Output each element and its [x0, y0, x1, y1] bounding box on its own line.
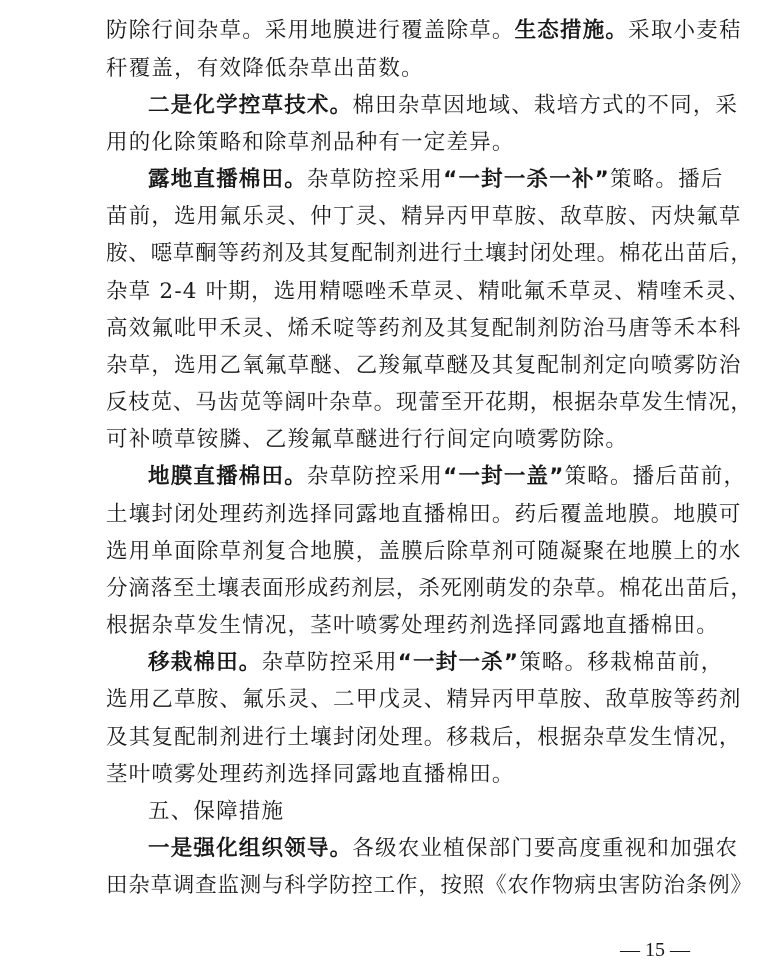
text-run: 采取小麦秸	[628, 18, 742, 43]
text-run: 杂草，选用乙氧氟草醚、乙羧氟草醚及其复配制剂定向喷雾防治	[106, 353, 742, 378]
line-3	[148, 90, 738, 122]
line-15	[106, 536, 742, 568]
heading-chemical-weed-control: 二是化学控草技术。	[148, 93, 353, 118]
text-run: 选用乙草胺、氟乐灵、二甲戊灵、精异丙甲草胺、敌草胺等药剂	[106, 687, 742, 712]
line-23	[148, 833, 738, 865]
text-run: 防除行间杂草。采用地膜进行覆盖除草。	[106, 18, 515, 43]
line-13	[148, 461, 746, 493]
page-number: — 15 —	[620, 939, 690, 961]
text-run: 秆覆盖，有效降低杂草出苗数。	[106, 56, 424, 81]
text-run: 杂草 2-4 叶期，选用精噁唑禾草灵、精吡氟禾草灵、精喹禾灵、	[106, 279, 751, 304]
term-open-field-direct-seeding: 露地直播棉田。	[148, 167, 307, 192]
text-run: 根据杂草发生情况，茎叶喷雾处理药剂选择同露地直播棉田。	[106, 613, 719, 638]
strategy-seal-kill-supplement: “一封一杀一补”	[443, 167, 610, 192]
line-1	[106, 15, 742, 47]
term-transplanted-cotton: 移栽棉田。	[148, 650, 262, 675]
text-run: 杂草防控采用	[306, 167, 444, 192]
line-18	[148, 647, 724, 679]
line-14	[106, 499, 742, 531]
line-16	[106, 573, 753, 605]
text-run: 杂草防控采用	[261, 650, 398, 675]
strategy-seal-cover: “一封一盖”	[443, 464, 565, 489]
text-run: 分滴落至土壤表面形成药剂层，杀死刚萌发的杂草。棉花出苗后，	[106, 576, 753, 601]
term-film-direct-seeding: 地膜直播棉田。	[148, 464, 307, 489]
text-run: 棉田杂草因地域、栽培方式的不同，采	[352, 93, 739, 118]
line-9	[106, 313, 742, 345]
text-run: 可补喷草铵膦、乙羧氟草醚进行行间定向喷雾防除。	[106, 427, 629, 452]
line-7	[106, 238, 753, 270]
text-run: 及其复配制剂进行土壤封闭处理。移栽后，根据杂草发生情况，	[106, 725, 742, 750]
text-run: 胺、噁草酮等药剂及其复配制剂进行土壤封闭处理。棉花出苗后，	[106, 241, 753, 266]
text-run: 杂草防控采用	[306, 464, 444, 489]
text-run: 各级农业植保部门要高度重视和加强农	[352, 836, 739, 861]
text-run: 田杂草调查监测与科学防控工作，按照《农作物病虫害防治条例》	[106, 873, 753, 898]
line-6	[106, 201, 742, 233]
text-run: 策略。播后	[609, 167, 724, 192]
line-17	[106, 610, 719, 642]
line-24	[106, 870, 753, 902]
line-4	[106, 127, 515, 159]
line-5	[148, 164, 724, 196]
line-12	[106, 424, 628, 456]
line-11	[106, 387, 753, 419]
text-run: 反枝苋、马齿苋等阔叶杂草。现蕾至开花期，根据杂草发生情况，	[106, 390, 753, 415]
text-run: 苗前，选用氟乐灵、仲丁灵、精异丙甲草胺、敌草胺、丙炔氟草	[106, 204, 742, 229]
text-run: 茎叶喷雾处理药剂选择同露地直播棉田。	[106, 762, 515, 787]
line-20	[106, 722, 742, 754]
line-19	[106, 684, 742, 716]
text-run: 高效氟吡甲禾灵、烯禾啶等药剂及其复配制剂防治马唐等禾本科	[106, 316, 742, 341]
text-run: 策略。播后苗前，	[564, 464, 747, 489]
line-21	[106, 759, 515, 791]
strategy-seal-kill: “一封一杀”	[397, 650, 520, 675]
text-run: 土壤封闭处理药剂选择同露地直播棉田。药后覆盖地膜。地膜可	[106, 502, 742, 527]
text-run: 用的化除策略和除草剂品种有一定差异。	[106, 130, 515, 155]
section-heading-safeguards	[148, 796, 284, 828]
text-run: 选用单面除草剂复合地膜，盖膜后除草剂可随凝聚在地膜上的水	[106, 539, 742, 564]
line-2	[106, 53, 424, 85]
line-8	[106, 276, 751, 308]
heading-strengthen-leadership: 一是强化组织领导。	[148, 836, 353, 861]
text-run: 策略。移栽棉苗前，	[519, 650, 724, 675]
term-ecological-measures: 生态措施。	[514, 18, 629, 43]
section-title: 五、保障措施	[148, 799, 285, 824]
line-10	[106, 350, 742, 382]
